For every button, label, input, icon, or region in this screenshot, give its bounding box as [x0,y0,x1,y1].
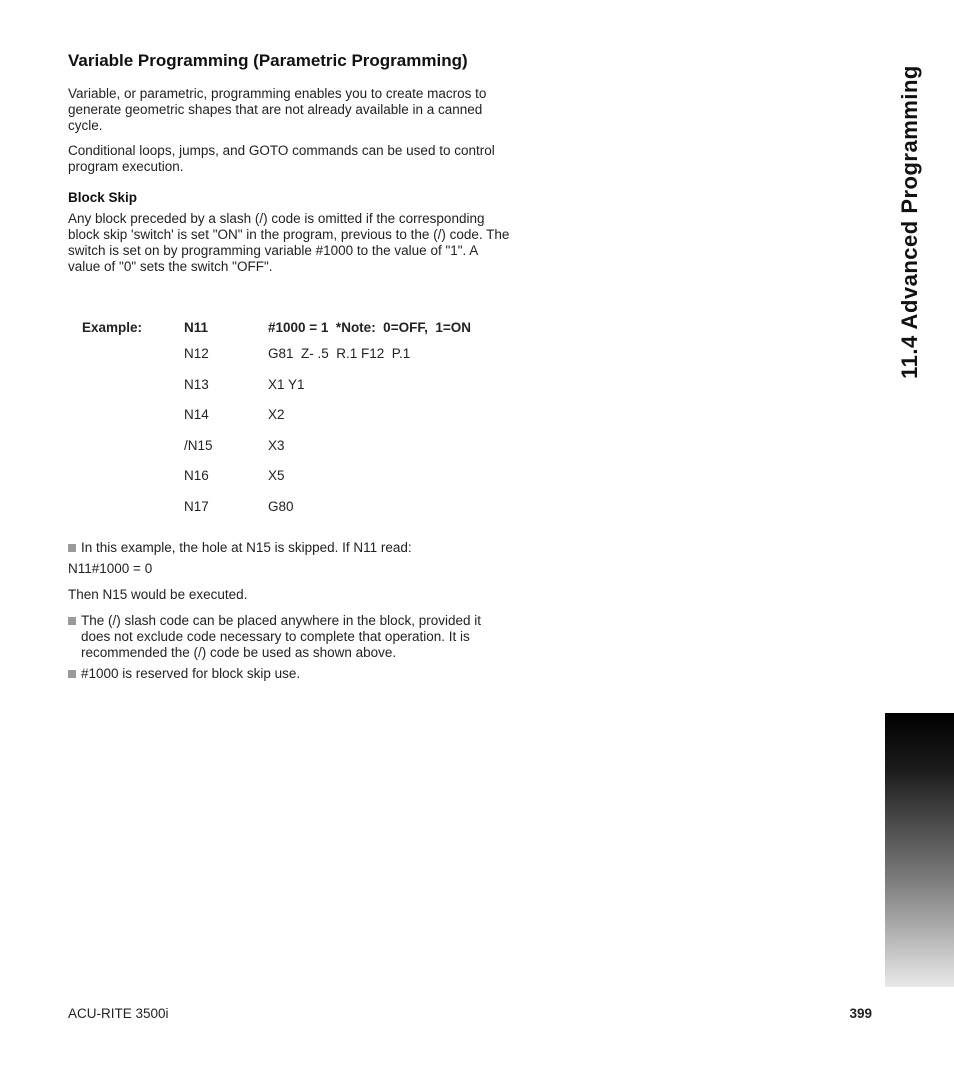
bullet-item [68,666,513,682]
then-line: Then N15 would be executed. [68,587,248,602]
bullet-item [68,613,513,661]
block-code: X2 [268,407,285,422]
footer-product: ACU-RITE 3500i [68,1006,169,1021]
bullet-text: In this example, the hole at N15 is skipped. If N11 read: [81,540,412,555]
loops-paragraph: Conditional loops, jumps, and GOTO commands can be used to control program execution. [68,143,495,174]
square-bullet-icon [68,544,76,552]
square-bullet-icon [68,617,76,625]
block-number: N17 [184,498,209,514]
block-number: /N15 [184,437,213,453]
block-code: X3 [268,437,285,453]
bullet-text: The (/) slash code can be placed anywhere in the block, provided it does not exclude code necessary to complete that operation. It is recommended the (/) code be used as shown above. [81,613,481,660]
block-code: X1 Y1 [268,376,305,392]
block-code: G81 Z- .5 R.1 F12 P.1 [268,346,411,361]
block-code: #1000 = 1 *Note: 0=OFF, 1=ON [268,320,471,335]
block-skip-title: Block Skip [68,190,138,205]
main-content [68,50,513,284]
block-number: N14 [184,407,209,422]
square-bullet-icon [68,670,76,678]
bullet-item [68,540,513,556]
chapter-tab [885,713,954,987]
block-number: N12 [184,346,209,361]
intro-paragraph: Variable, or parametric, programming enables you to create macros to generate geometric shapes that are not already available in a canned cycle. [68,86,487,133]
example-label: Example: [82,320,143,335]
code-line: N11#1000 = 0 [68,561,153,576]
section-title: Variable Programming (Parametric Programming) [68,51,468,70]
chapter-side-title: 11.4 Advanced Programming [897,65,922,379]
block-skip-paragraph: Any block preceded by a slash (/) code is omitted if the corresponding block skip 'switch' is set "ON" in the program, previous to the (/) code. The switch is set on by programming variable #1000 to the value of "1". A value of "0" sets the switch "OFF". [68,211,510,274]
block-number: N16 [184,468,209,483]
notes-section [68,540,513,687]
bullet-text: #1000 is reserved for block skip use. [81,666,301,681]
block-number: N13 [184,376,209,392]
block-code: G80 [268,498,294,514]
block-code: X5 [268,468,285,483]
page-number: 399 [849,1006,872,1021]
block-number: N11 [184,320,209,335]
